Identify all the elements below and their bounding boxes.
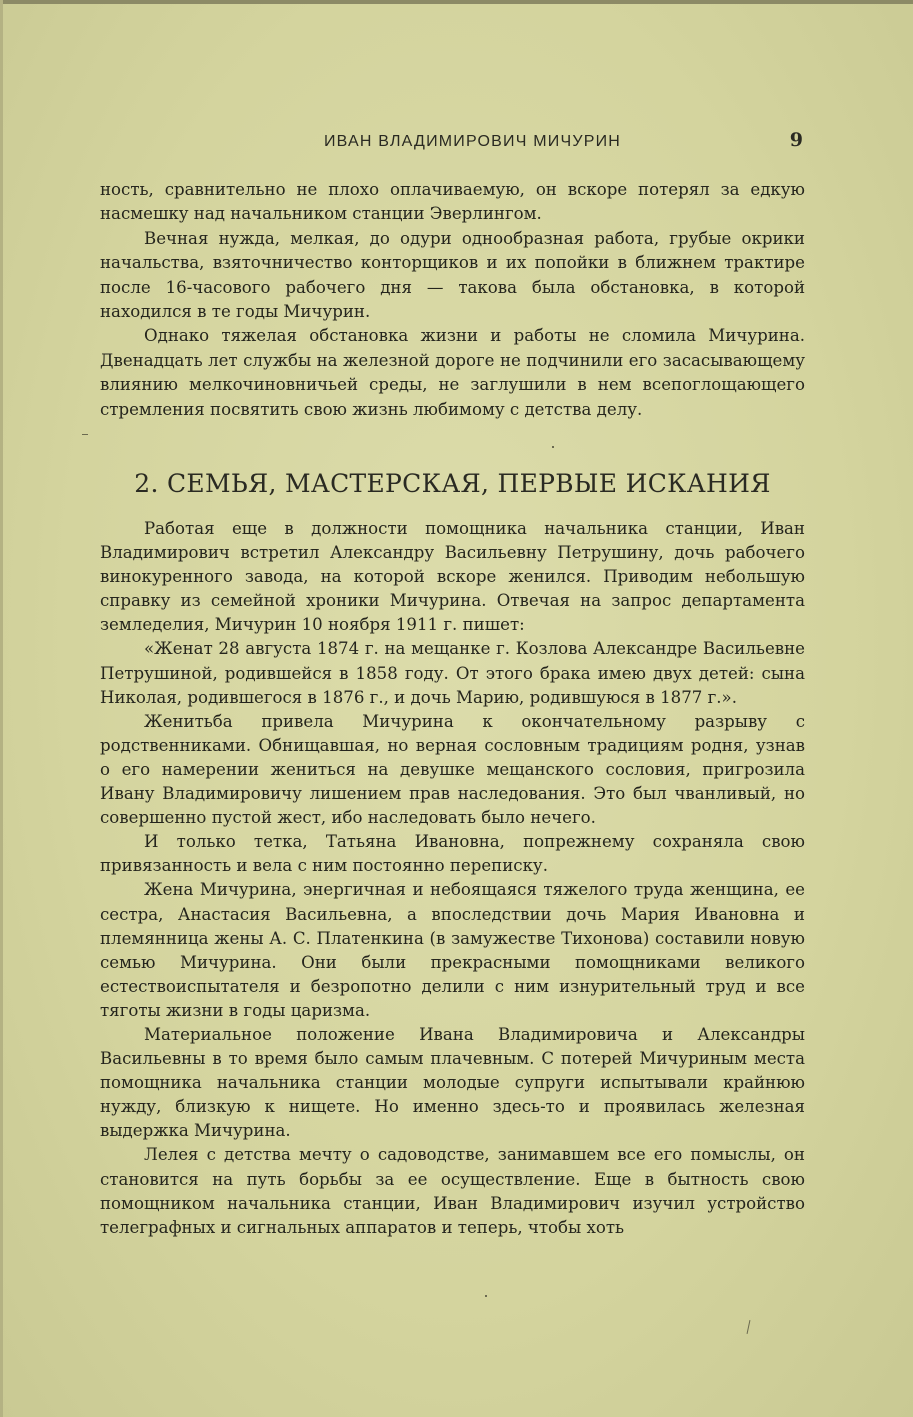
page-number: 9 (789, 129, 803, 151)
scan-speck (552, 446, 554, 448)
paragraph: Вечная нужда, мелкая, до одури однообразная работа, грубые окрики начальства, взяточничество конторщиков и их попойки в ближнем трактире после 16-часового рабочего дня — такова была обстановка, в которой находился в те годы Мичурин. (100, 228, 805, 322)
section-heading: 2. СЕМЬЯ, МАСТЕРСКАЯ, ПЕРВЫЕ ИСКАНИЯ (134, 469, 771, 498)
paragraph: Работая еще в должности помощника начальника станции, Иван Владимирович встретил Александру Васильевну Петрушину, дочь рабочего винокуренного завода, на которой вскоре женился. Приводим небольшую справку из семейной хроники Мичурина. Отвечая на запрос департамента земледелия, Мичурин 10 ноября 1911 г. пишет: (100, 519, 805, 635)
scan-top-edge (0, 0, 913, 4)
paragraph: Однако тяжелая обстановка жизни и работы не сломила Мичурина. Двенадцать лет службы на железной дороге не подчинили его засасывающему влиянию мелкочиновничьей среды, не заглушили в нем всепоглощающего стремления посвятить свою жизнь любимому с детства делу. (100, 326, 805, 419)
page-header (100, 129, 805, 157)
paragraph: ность, сравнительно не плохо оплачиваемую, он вскоре потерял за едкую насмешку над начальником станции Эверлингом. (100, 180, 805, 224)
running-head: ИВАН ВЛАДИМИРОВИЧ МИЧУРИН (323, 133, 622, 150)
scan-speck (485, 1295, 487, 1297)
quotation: «Женат 28 августа 1874 г. на мещанке г. Козлова Александре Васильевне Петрушиной, родившейся в 1858 году. От этого брака имею двух детей: сына Николая, родившегося в 1876 г., и дочь Марию, родившуюся в 1877 г.». (100, 639, 805, 707)
paragraph: Материальное положение Ивана Владимировича и Александры Васильевны в то время было самым плачевным. С потерей Мичуриным места помощника начальника станции молодые супруги испытывали крайнюю нужду, близкую к нищете. Но именно здесь-то и проявилась железная выдержка Мичурина. (100, 1024, 805, 1141)
paragraph: Лелея с детства мечту о садоводстве, занимавшем все его помыслы, он становится на путь борьбы за ее осуществление. Еще в бытность свою помощником начальника станции, Иван Владимирович изучил устройство телеграфных и сигнальных аппаратов и теперь, чтобы хоть (100, 1145, 805, 1237)
top-text-block (100, 178, 805, 422)
scan-left-edge (0, 0, 3, 1417)
section-text-block (100, 517, 805, 1240)
scan-speck (82, 434, 88, 435)
paragraph: Жена Мичурина, энергичная и небоящаяся тяжелого труда женщина, ее сестра, Анастасия Васильевна, а впоследствии дочь Мария Ивановна и племянница жены А. С. Платенкина (в замужестве Тихонова) составили новую семью Мичурина. Они были прекрасными помощниками великого естествоиспытателя и безропотно делили с ним изнурительный труд и все тяготы жизни в годы царизма. (100, 880, 805, 1020)
scan-speck (747, 1320, 751, 1334)
paragraph: И только тетка, Татьяна Ивановна, попрежнему сохраняла свою привязанность и вела с ним постоянно переписку. (100, 832, 805, 876)
paragraph: Женитьба привела Мичурина к окончательному разрыву с родственниками. Обнищавшая, но верная сословным традициям родня, узнав о его намерении жениться на девушке мещанского сословия, пригрозила Ивану Владимировичу лишением прав наследования. Это был чванливый, но совершенно пустой жест, ибо наследовать было нечего. (100, 711, 805, 828)
